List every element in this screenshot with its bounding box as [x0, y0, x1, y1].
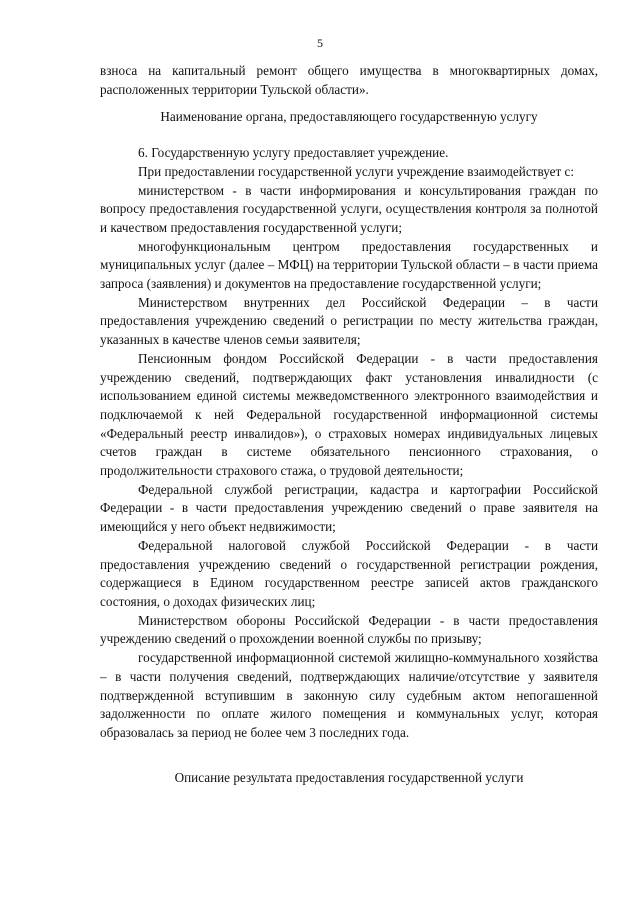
- heading-organ: Наименование органа, предоставляющего государственную услугу: [160, 109, 538, 125]
- paragraph-3: министерством - в части информирования и консультирования граждан по вопросу предоставления государственной услуги, осуществления контроля за полнотой и качеством предоставления государственной услуги;: [100, 182, 598, 235]
- page-number: 5: [317, 36, 323, 50]
- paragraph-6: Пенсионным фондом Российской Федерации - в части предоставления учреждению сведений, подтверждающих факт установления инвалидности (с использованием единой системы межведомственного электронного взаимодействия и подключаемой к ней Федеральной государственной информационной системы «Федеральный реестр инвалидов»), о страховых номерах индивидуальных лицевых счетов граждан в системе обязательного пенсионного страхования, о продолжительности страхового стажа, о трудовой деятельности;: [100, 350, 598, 479]
- paragraph-5: Министерством внутренних дел Российской Федерации – в части предоставления учреждению сведений о регистрации по месту жительства граждан, указанных в качестве членов семьи заявителя;: [100, 294, 598, 348]
- intro-continuation: взноса на капитальный ремонт общего имущества в многоквартирных домах, расположенных территории Тульской области».: [100, 63, 598, 97]
- document-body: [100, 62, 598, 787]
- paragraph-9: Министерством обороны Российской Федерации - в части предоставления учреждению сведений о прохождении военной службы по призыву;: [100, 612, 598, 647]
- paragraph-8: Федеральной налоговой службой Российской Федерации - в части предоставления учреждению сведений о государственной регистрации рождения, содержащиеся в Едином государственном реестре записей актов гражданского состояния, о доходах физических лиц;: [100, 537, 598, 609]
- paragraph-2: При предоставлении государственной услуги учреждение взаимодействует с:: [138, 163, 575, 179]
- heading-result: Описание результата предоставления государственной услуги: [174, 769, 524, 785]
- paragraph-10: государственной информационной системой жилищно-коммунального хозяйства – в части получения сведений, подтверждающих наличие/отсутствие у заявителя подтвержденной вступившим в законную силу судебным актом непогашенной задолженности по оплате жилого помещения и коммунальных услуг, которая образовалась за период не более чем 3 последних года.: [100, 650, 598, 740]
- paragraph-4: многофункциональным центром предоставления государственных и муниципальных услуг (далее – МФЦ) на территории Тульской области – в части приема запроса (заявления) и документов на предоставление государственной услуги;: [100, 238, 598, 292]
- paragraph-1: 6. Государственную услугу предоставляет учреждение.: [138, 145, 449, 161]
- paragraph-7: Федеральной службой регистрации, кадастра и картографии Российской Федерации - в части предоставления учреждению сведений о праве заявителя на имеющийся у него объект недвижимости;: [100, 481, 598, 535]
